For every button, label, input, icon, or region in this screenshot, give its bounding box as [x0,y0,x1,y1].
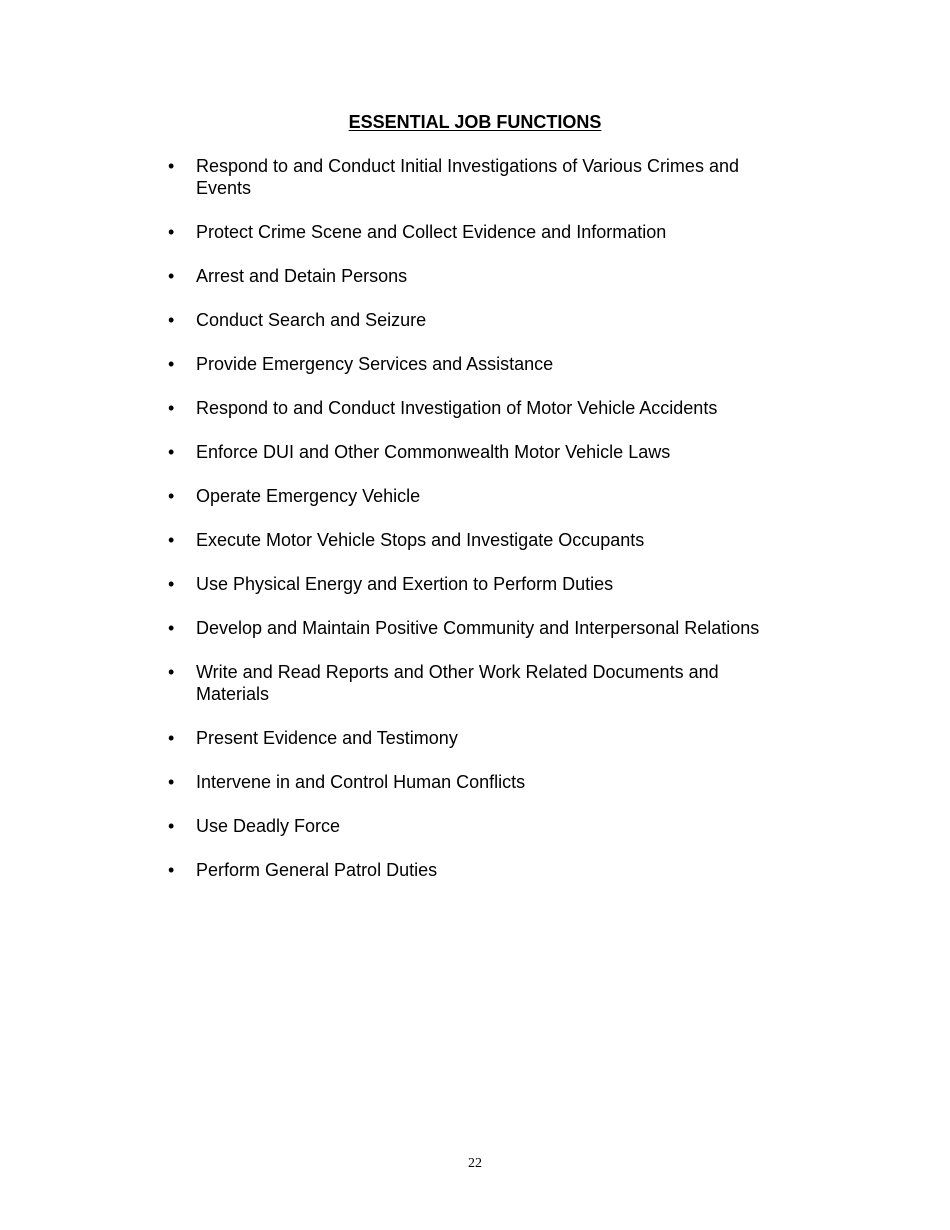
list-item-text: Perform General Patrol Duties [196,860,438,880]
list-item-text: Provide Emergency Services and Assistance [196,354,554,374]
page-title: ESSENTIAL JOB FUNCTIONS [348,112,602,132]
list-item [0,221,796,243]
list-item-text: Develop and Maintain Positive Community and Interpersonal Relations [196,618,760,638]
bullet: • [168,772,175,792]
bullet: • [168,662,175,682]
list-item [0,353,796,375]
list-item [0,309,796,331]
list-item [0,529,796,551]
list-item-text: Execute Motor Vehicle Stops and Investigate Occupants [196,530,645,550]
bullet: • [168,816,175,836]
bullet: • [168,156,175,176]
bullet: • [168,860,175,880]
list-item-text: Respond to and Conduct Initial Investigations of Various Crimes and Events [196,156,739,198]
list-item-text: Protect Crime Scene and Collect Evidence and Information [196,222,667,242]
list-item-text: Conduct Search and Seizure [196,310,427,330]
list-item [0,661,796,705]
list-item [0,815,796,837]
page-number: 22 [468,1156,482,1171]
list-item-text: Intervene in and Control Human Conflicts [196,772,526,792]
bullet: • [168,618,175,638]
list-item [0,859,796,881]
list-item-text: Operate Emergency Vehicle [196,486,421,506]
bullet: • [168,728,175,748]
list-item [0,397,796,419]
bullet: • [168,530,175,550]
list-item-text: Use Deadly Force [196,816,341,836]
bullet: • [168,398,175,418]
list-item [0,265,796,287]
list-item-text: Write and Read Reports and Other Work Related Documents and Materials [196,662,719,704]
list-item [0,727,796,749]
bullet: • [168,574,175,594]
bullet: • [168,222,175,242]
list-item [0,771,796,793]
job-functions-list [0,155,950,903]
bullet: • [168,354,175,374]
list-item [0,617,796,639]
bullet: • [168,310,175,330]
bullet: • [168,442,175,462]
list-item [0,155,796,199]
list-item-text: Enforce DUI and Other Commonwealth Motor Vehicle Laws [196,442,671,462]
list-item-text: Present Evidence and Testimony [196,728,458,748]
list-item [0,441,796,463]
bullet: • [168,486,175,506]
bullet: • [168,266,175,286]
list-item-text: Arrest and Detain Persons [196,266,408,286]
list-item [0,573,796,595]
list-item [0,485,796,507]
list-item-text: Use Physical Energy and Exertion to Perform Duties [196,574,614,594]
list-item-text: Respond to and Conduct Investigation of Motor Vehicle Accidents [196,398,718,418]
